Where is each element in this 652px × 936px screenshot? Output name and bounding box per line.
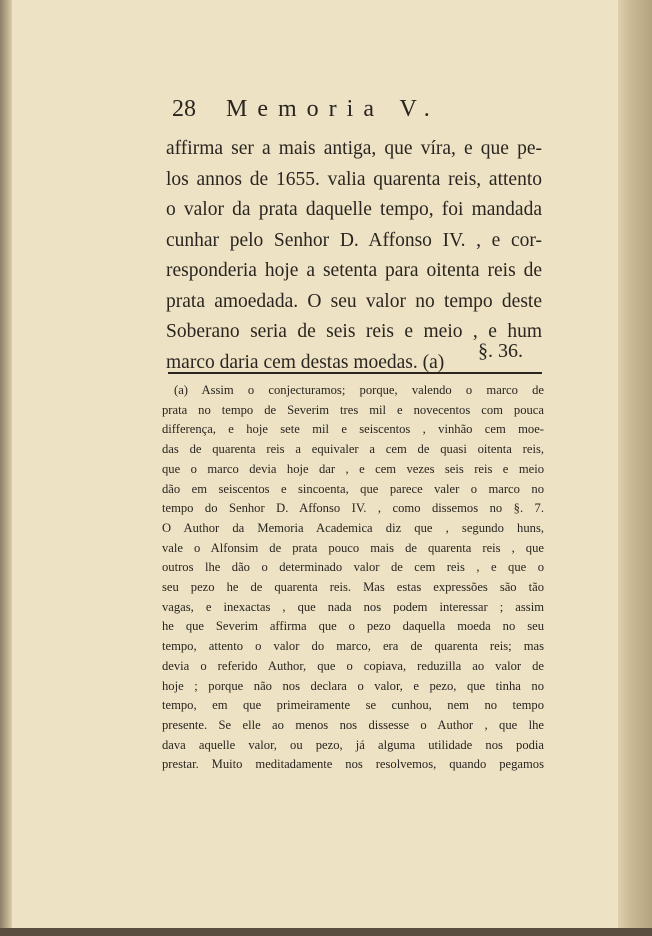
footnote-line: tempo, em que primeiramente se cunhou, nem no tempo <box>162 698 544 713</box>
page-number: 28 <box>172 96 196 122</box>
catchword: §. 36. <box>478 340 523 362</box>
text-line: prata amoedada. O seu valor no tempo deste <box>166 290 542 312</box>
text-line: los annos de 1655. valia quarenta reis, attento <box>166 168 542 190</box>
page-gutter-edge <box>0 0 12 936</box>
footnote-line: (a) Assim o conjecturamos; porque, valendo o marco de <box>174 383 544 397</box>
running-head <box>172 96 440 123</box>
page-bottom-edge <box>0 928 652 936</box>
footnote-line: dão em seiscentos e sincoenta, que parece valer o marco no <box>162 481 544 496</box>
footnote-line: que o marco devia hoje dar , e cem vezes seis reis e meio <box>162 461 544 476</box>
footnote-line: hoje ; porque não nos declara o valor, e pezo, que tinha no <box>162 678 544 693</box>
text-line: responderia hoje a setenta para oitenta reis de <box>166 260 542 281</box>
footnote-line: devia o referido Author, que o copiava, reduzilla ao valor de <box>162 658 544 673</box>
footnote-line: seu pezo he de quarenta reis. Mas estas expressões são tão <box>162 580 544 595</box>
text-line: o valor da prata daquelle tempo, foi mandada <box>166 199 542 220</box>
footnote-line: prestar. Muito meditadamente nos resolvemos, quando pegamos <box>162 757 544 772</box>
footnote-line: dava aquelle valor, ou pezo, já alguma utilidade nos podia <box>162 737 544 752</box>
footnote-rule <box>168 372 542 374</box>
footnote-block <box>162 381 544 775</box>
text-line: marco daria cem destas moedas. (a) <box>166 351 445 373</box>
text-line: Soberano seria de seis reis e meio , e hum <box>166 321 542 342</box>
footnote-line: tempo do Senhor D. Affonso IV. , como dissemos no §. 7. <box>162 501 544 516</box>
text-line: affirma ser a mais antiga, que víra, e que pe- <box>166 138 542 159</box>
footnote-line: he que Severim affirma que o pezo daquella moeda no seu <box>162 619 544 634</box>
footnote-line: outros lhe dão o determinado valor de cem reis , e que o <box>162 560 544 575</box>
page-right-shadow <box>618 0 652 936</box>
running-title: Memoria V. <box>226 96 440 122</box>
footnote-line: presente. Se elle ao menos nos dissesse o Author , que lhe <box>162 717 544 732</box>
text-line: cunhar pelo Senhor D. Affonso IV. , e cor- <box>166 229 542 251</box>
footnote-line: das de quarenta reis a equivaler a cem de quasi oitenta reis, <box>162 442 544 457</box>
footnote-line: vale o Alfonsim de prata pouco mais de quarenta reis , que <box>162 540 544 555</box>
footnote-line: tempo, attento o valor do marco, era de quarenta reis; mas <box>162 639 544 654</box>
footnote-line: differença, e hoje sete mil e seiscentos , vinhão cem moe- <box>162 422 544 437</box>
footnote-line: vagas, e inexactas , que nada nos podem interessar ; assim <box>162 599 544 614</box>
footnote-line: O Author da Memoria Academica diz que , segundo huns, <box>162 520 544 535</box>
footnote-line: prata no tempo de Severim tres mil e novecentos com pouca <box>162 402 544 417</box>
